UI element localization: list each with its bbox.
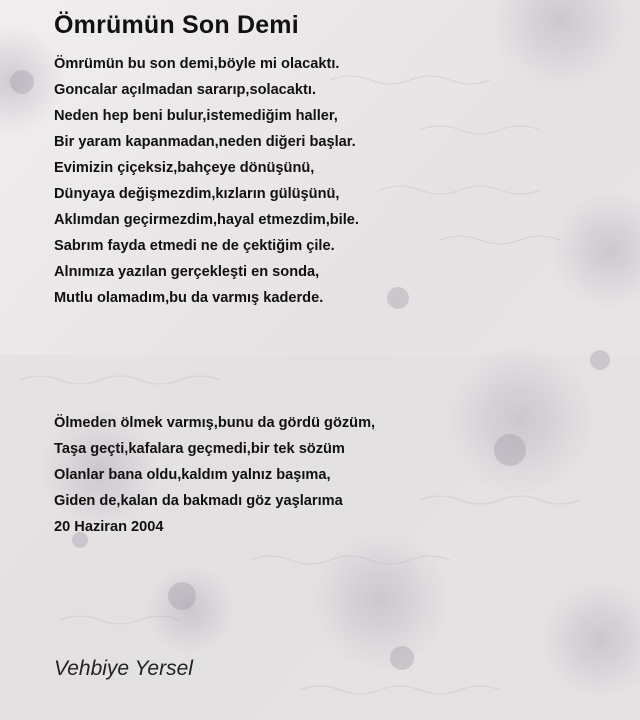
poem-line: Ömrümün bu son demi,böyle mi olacaktı. (54, 56, 340, 72)
poem-line: Olanlar bana oldu,kaldım yalnız başıma, (54, 467, 331, 483)
stanza-1 (54, 51, 359, 311)
poem-date: 20 Haziran 2004 (54, 519, 164, 535)
stanza-2 (54, 410, 375, 540)
poem-line: Evimizin çiçeksiz,bahçeye dönüşünü, (54, 160, 315, 176)
poem-line: Alnımıza yazılan gerçekleşti en sonda, (54, 264, 320, 280)
poem-line: Mutlu olamadım,bu da varmış kaderde. (54, 290, 324, 306)
poem-line: Ölmeden ölmek varmış,bunu da gördü gözüm, (54, 415, 376, 431)
poem-line: Aklımdan geçirmezdim,hayal etmezdim,bile. (54, 212, 359, 228)
poem-author: Vehbiye Yersel (54, 657, 193, 680)
poem-line: Sabrım fayda etmedi ne de çektiğim çile. (54, 238, 335, 254)
poem-line: Bir yaram kapanmadan,neden diğeri başlar. (54, 134, 356, 150)
poem-title: Ömrümün Son Demi (54, 11, 299, 39)
poem-line: Goncalar açılmadan sararıp,solacaktı. (54, 82, 317, 98)
poem-line: Dünyaya değişmezdim,kızların gülüşünü, (54, 186, 340, 202)
poem-line: Giden de,kalan da bakmadı göz yaşlarıma (54, 493, 343, 509)
poem-line: Taşa geçti,kafalara geçmedi,bir tek sözüm (54, 441, 345, 457)
poem-line: Neden hep beni bulur,istemediğim haller, (54, 108, 338, 124)
